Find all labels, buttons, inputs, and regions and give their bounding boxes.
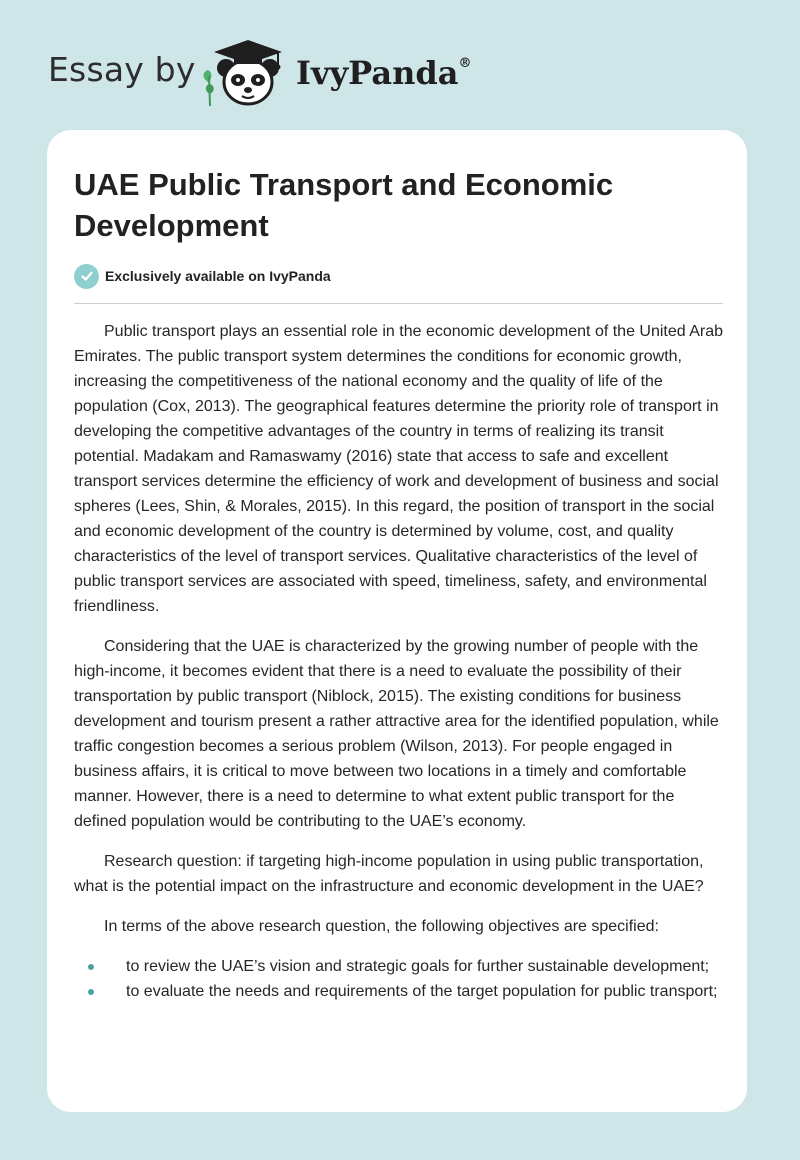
panda-logo-icon[interactable] [200,36,292,108]
essay-body [74,319,726,1004]
essay-by-label: Essay by [48,50,196,89]
essay-title: UAE Public Transport and Economic Development [74,167,614,243]
bullet-icon [88,964,94,970]
paragraph: In terms of the above research question, the following objectives are specified: [104,918,659,935]
list-item-text: to evaluate the needs and requirements of the target population for public transport; [126,983,718,1000]
paragraph: Research question: if targeting high-income population in using public transportation, what is the potential impact on the infrastructure and economic development in the UAE? [74,853,704,895]
list-item [74,954,726,979]
site-header [0,0,800,130]
exclusive-badge [74,263,331,289]
objectives-list [74,954,726,1004]
divider [74,303,723,304]
list-item-text: to review the UAE’s vision and strategic goals for further sustainable development; [126,958,710,975]
paragraph: Considering that the UAE is characterized by the growing number of people with the high-income, it becomes evident that there is a need to evaluate the possibility of their transportation by public transport (Niblock, 2015). The existing conditions for business development and tourism present a rather attractive area for the identified population, while traffic congestion becomes a serious problem (Wilson, 2013). For people engaged in business affairs, it is critical to move between two locations in a timely and comfortable manner. However, there is a need to determine to what extent public transport for the defined population would be contributing to the UAE’s economy. [74,638,719,830]
paragraph: Public transport plays an essential role in the economic development of the United Arab Emirates. The public transport system determines the conditions for economic growth, increasing the competitiveness of the national economy and the quality of life of the population (Cox, 2013). The geographical features determine the priority role of transport in developing the competitive advantages of the country in terms of realizing its transit potential. Madakam and Ramaswamy (2016) state that access to safe and excellent transport services determine the efficiency of work and development of business and social spheres (Lees, Shin, & Morales, 2015). In this regard, the position of transport in the social and economic development of the country is determined by volume, cost, and quality characteristics of the level of transport services. Qualitative characteristics of the level of public transport services are associated with speed, timeliness, safety, and environmental friendliness. [74,323,724,615]
essay-card [47,130,747,1112]
bullet-icon [88,989,94,995]
check-icon [74,264,99,289]
brand-name[interactable] [296,54,471,92]
brand-label: IvyPanda [296,54,459,92]
registered-mark: ® [458,56,472,71]
list-item [74,979,726,1004]
exclusive-badge-label: Exclusively available on IvyPanda [105,268,331,284]
